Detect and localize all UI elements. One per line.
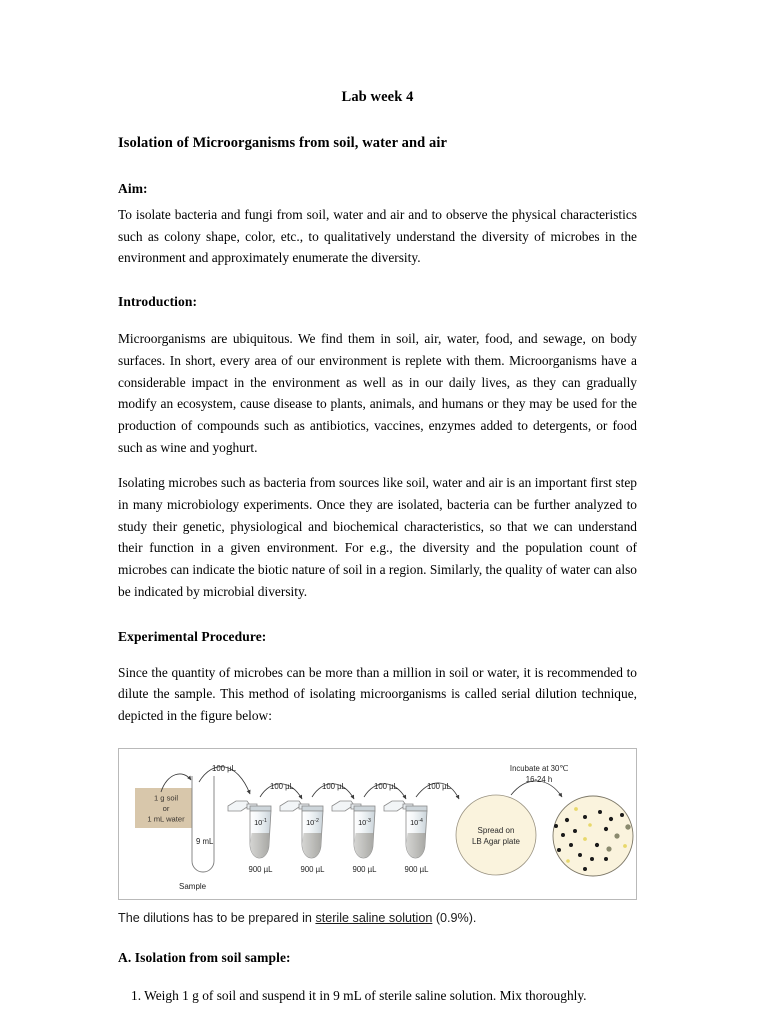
dilution-tube-2 bbox=[280, 801, 325, 874]
dilution-tube-4-volume: 900 µL bbox=[404, 864, 429, 874]
aim-body: To isolate bacteria and fungi from soil, water and air and to observe the physical characteristics such as colony shape, color, etc., to qualitatively understand the diversity of microbes in the environment and approximately enumerate the diversity. bbox=[118, 207, 637, 266]
dilution-tube-3 bbox=[332, 801, 377, 874]
dilution-tube-1 bbox=[228, 801, 273, 874]
isolation-soil-step-1: 1. Weigh 1 g of soil and suspend it in 9 mL of sterile saline solution. Mix thoroughly. bbox=[131, 987, 587, 1003]
caption-suffix: (0.9%). bbox=[432, 910, 477, 925]
introduction-heading: Introduction: bbox=[118, 294, 198, 310]
aim-heading: Aim: bbox=[118, 181, 148, 196]
serial-dilution-figure bbox=[118, 748, 637, 900]
dilution-tube-4-label: $10^{-4}$ bbox=[410, 817, 423, 827]
incubation-label bbox=[510, 764, 568, 784]
figure-caption bbox=[118, 900, 637, 925]
transfer-label-2: 100 µL bbox=[269, 781, 295, 791]
dilution-tube-4 bbox=[384, 801, 429, 874]
dilution-tube-3-volume: 900 µL bbox=[352, 864, 377, 874]
document-subtitle: Isolation of Microorganisms from soil, water and air bbox=[118, 135, 448, 151]
dilution-tube-2-label: $10^{-2}$ bbox=[306, 817, 319, 827]
introduction-paragraph-2: Isolating microbes such as bacteria from sources like soil, water and air is an important first step in many microbiology experiments. Once they are isolated, bacteria can be further analyzed to study their genetic, physiological and biochemical characteristics, so that we can understand their function in a given environment. For e.g., the diversity and the population count of microbes can indicate the biotic nature of soil in a region. Similarly, the quality of water can also be indicated by microbial diversity. bbox=[118, 475, 637, 599]
isolation-soil-heading: A. Isolation from soil sample: bbox=[118, 949, 291, 965]
figure-wrapper bbox=[118, 727, 637, 900]
agar-plate-line1: Spread on bbox=[477, 825, 515, 835]
incubation-line1: Incubate at 30℃ bbox=[509, 763, 569, 773]
dilution-tube-3-label: $10^{-3}$ bbox=[358, 817, 371, 827]
sample-box-line1: 1 g soil bbox=[153, 793, 179, 803]
transfer-label-4: 100 µL bbox=[373, 781, 399, 791]
transfer-label-5: 100 µL bbox=[426, 781, 452, 791]
colony-plate bbox=[553, 796, 633, 876]
dilution-tube-1-label: $10^{-1}$ bbox=[254, 817, 267, 827]
incubation-line2: 16-24 h bbox=[525, 774, 553, 784]
introduction-paragraph-1: Microorganisms are ubiquitous. We find them in soil, air, water, food, and sewage, on body surfaces. In short, every area of our environment is replete with them. Microorganisms have a considerable impact in the environment as well as in our daily lives, as they can gradually modify an ecosystem, cause disease to plants, animals, and humans or they may be used for the production of compounds such as antibiotics, vaccines, enzymes added to detergents, or food such as wine and yoghurt. bbox=[118, 331, 637, 455]
serial-dilution-svg bbox=[119, 749, 636, 899]
transfer-label-1: 100 µL bbox=[211, 763, 237, 773]
sample-tube-caption: Sample bbox=[179, 881, 207, 891]
sample-tube-volume: 9 mL bbox=[196, 836, 214, 846]
caption-prefix: The dilutions has to be prepared in bbox=[118, 910, 316, 925]
transfer-labels bbox=[212, 764, 452, 791]
document-content bbox=[118, 0, 637, 1006]
sample-source-box bbox=[135, 788, 197, 828]
dilution-tube-2-volume: 900 µL bbox=[300, 864, 325, 874]
lb-agar-plate bbox=[456, 795, 536, 875]
experimental-procedure-body: Since the quantity of microbes can be more than a million in soil or water, it is recommended to dilute the sample. This method of isolating microorganisms is called serial dilution technique, depicted in the figure below: bbox=[118, 664, 637, 723]
dilution-tube-1-volume: 900 µL bbox=[248, 864, 273, 874]
transfer-label-3: 100 µL bbox=[321, 781, 347, 791]
caption-underlined-term: sterile saline solution bbox=[315, 910, 433, 925]
experimental-procedure-heading: Experimental Procedure: bbox=[118, 628, 267, 644]
sample-box-line3: 1 mL water bbox=[147, 814, 185, 824]
agar-plate-line2: LB Agar plate bbox=[471, 836, 521, 846]
page-title: Lab week 4 bbox=[341, 89, 414, 105]
sample-box-line2: or bbox=[162, 803, 170, 813]
